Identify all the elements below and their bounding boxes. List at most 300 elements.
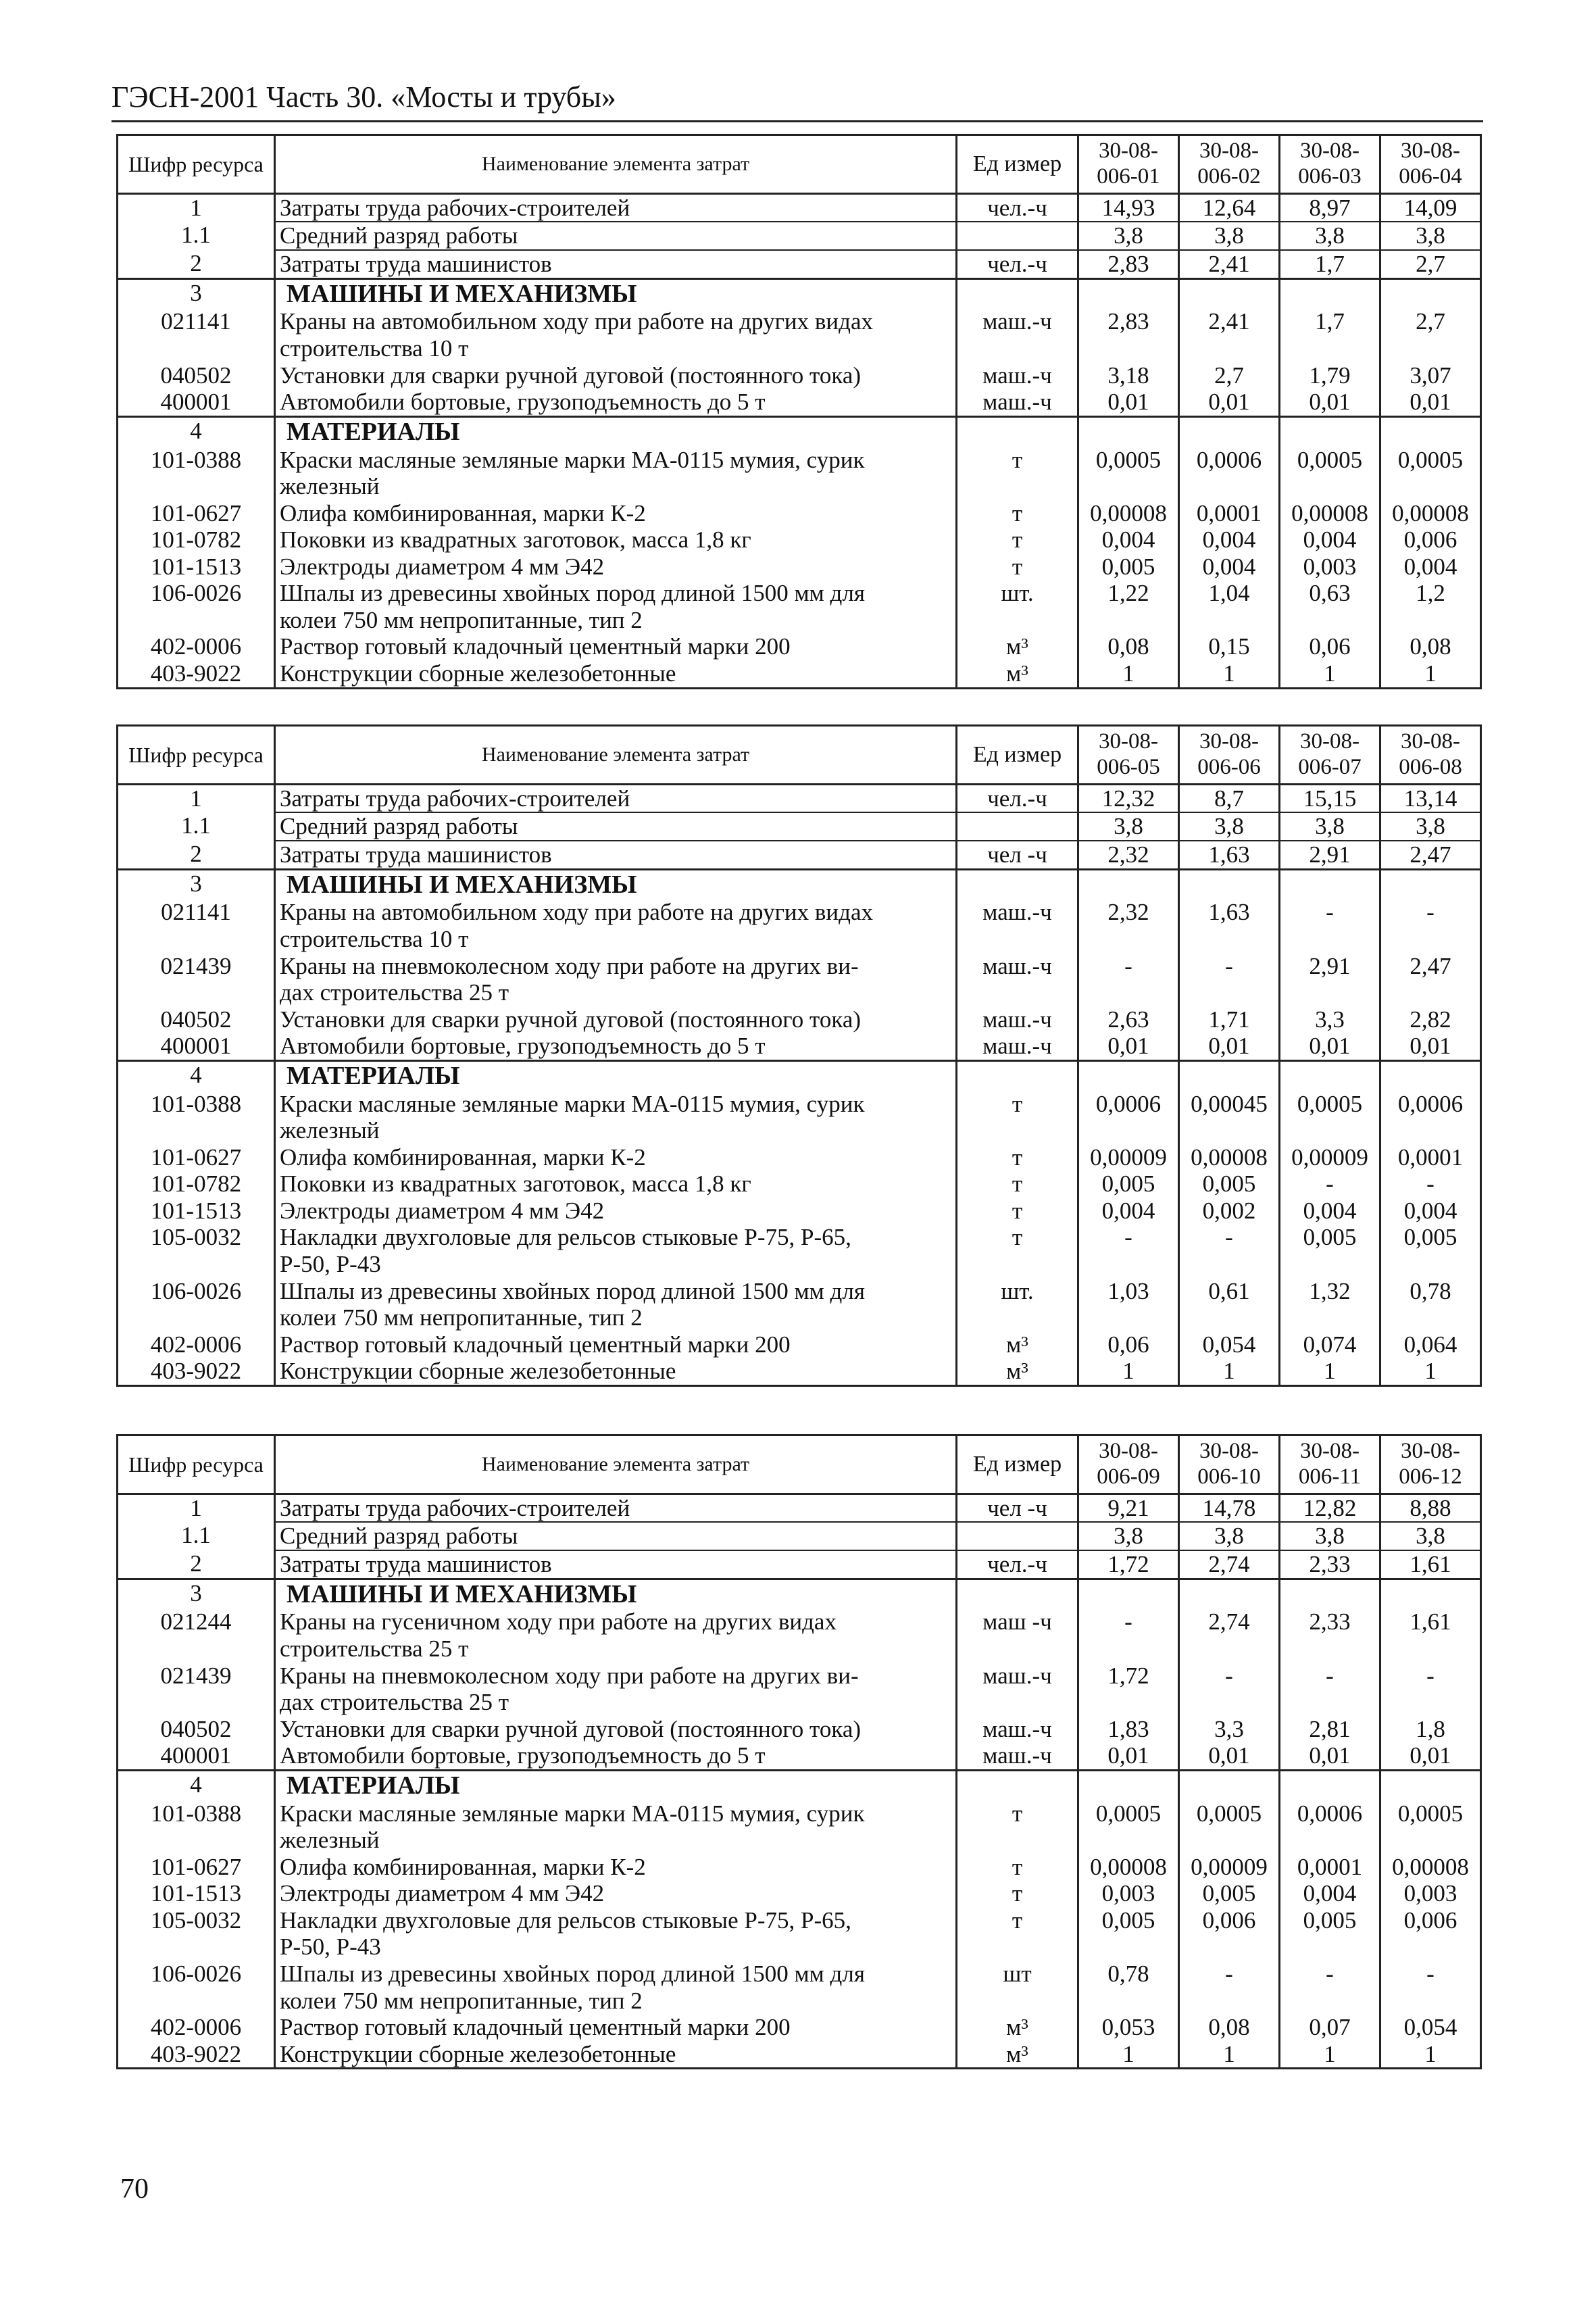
value-cell: 2,63 [1078, 1006, 1179, 1033]
resource-name-line: Раствор готовый кладочный цементный марки 200 [280, 2014, 791, 2041]
table-row [118, 1663, 1481, 1716]
table-row [118, 1278, 1481, 1331]
value-cell: 3,07 [1380, 362, 1481, 389]
resource-name-line: Раствор готовый кладочный цементный марки 200 [280, 1331, 791, 1358]
value-cell: 0,0001 [1179, 500, 1280, 527]
table-row [118, 580, 1481, 633]
value-cell: 2,83 [1078, 308, 1179, 362]
value-cell [1280, 869, 1380, 899]
column-header-unit: Ед измер [957, 1435, 1078, 1494]
column-header-norm [1280, 1435, 1380, 1494]
column-header-norm-line: 006-09 [1097, 1464, 1160, 1489]
value-cell: 3,8 [1179, 1522, 1280, 1550]
value-cell [1078, 1060, 1179, 1090]
value-cell [1078, 1579, 1179, 1608]
value-cell [1078, 1770, 1179, 1800]
unit-cell: м³ [957, 2041, 1078, 2069]
resource-name [275, 222, 957, 250]
value-cell: 0,004 [1179, 553, 1280, 581]
value-cell: 12,82 [1280, 1494, 1380, 1522]
resource-code: 2 [118, 250, 275, 278]
resource-name-line: Конструкции сборные железобетонные [280, 2040, 676, 2067]
column-header-norm-line: 30-08- [1300, 139, 1360, 163]
value-cell: 0,01 [1078, 1033, 1179, 1060]
value-cell: - [1380, 899, 1481, 952]
column-header-norm-line: 30-08- [1099, 729, 1158, 754]
resource-name [275, 1550, 957, 1579]
resource-code: 403-9022 [118, 2041, 275, 2069]
resource-name [275, 500, 957, 527]
value-cell: 0,63 [1280, 580, 1380, 633]
value-cell: 2,82 [1380, 1006, 1481, 1033]
resource-code: 101-0627 [118, 1854, 275, 1881]
section-row [118, 1770, 1481, 1800]
table-row [118, 812, 1481, 841]
unit-cell: т [957, 526, 1078, 553]
resource-code: 1 [118, 784, 275, 812]
value-cell: 3,8 [1078, 812, 1179, 841]
value-cell: 1 [1380, 660, 1481, 688]
value-cell: 3,8 [1280, 222, 1380, 250]
value-cell: - [1179, 953, 1280, 1006]
resource-code: 101-1513 [118, 1198, 275, 1225]
value-cell: 2,7 [1380, 250, 1481, 278]
column-header-norm-line: 006-03 [1298, 164, 1362, 189]
resource-name [275, 1880, 957, 1907]
value-cell: 0,01 [1179, 1742, 1280, 1770]
column-header-norm-line: 006-10 [1197, 1464, 1261, 1489]
resource-name-line: Краны на автомобильном ходу при работе на других видах [280, 308, 874, 335]
value-cell: 0,0006 [1280, 1800, 1380, 1854]
resource-name-line: Краны на пневмоколесном ходу при работе на других ви- [280, 952, 859, 979]
column-header-name: Наименование элемента затрат [275, 135, 957, 194]
value-cell: 0,08 [1078, 633, 1179, 660]
resource-code: 040502 [118, 1006, 275, 1033]
value-cell: 0,005 [1078, 1907, 1179, 1961]
resource-name-line: Поковки из квадратных заготовок, масса 1,8 кг [280, 1171, 751, 1198]
value-cell: 0,78 [1380, 1278, 1481, 1331]
unit-cell: маш.-ч [957, 1742, 1078, 1770]
resource-code: 101-0627 [118, 500, 275, 527]
resource-name-line: Конструкции сборные железобетонные [280, 1358, 676, 1385]
resource-name-line: Накладки двухголовые для рельсов стыковые Р-75, Р-65, [280, 1224, 851, 1251]
value-cell: 1 [1280, 2041, 1380, 2069]
column-header-norm-line: 006-04 [1399, 164, 1462, 189]
unit-cell [957, 869, 1078, 899]
unit-cell: чел.-ч [957, 1550, 1078, 1579]
table-row [118, 2041, 1481, 2069]
value-cell: 0,0001 [1380, 1144, 1481, 1171]
value-cell: 0,053 [1078, 2014, 1179, 2041]
unit-cell: чел.-ч [957, 193, 1078, 222]
resource-name-line: Накладки двухголовые для рельсов стыковые Р-75, Р-65, [280, 1906, 851, 1934]
value-cell: 1 [1280, 660, 1380, 688]
value-cell: - [1179, 1663, 1280, 1716]
resource-name [275, 1770, 957, 1800]
resource-name-line: Раствор готовый кладочный цементный марки 200 [280, 633, 791, 660]
resource-name-line: Установки для сварки ручной дуговой (постоянного тока) [280, 1006, 862, 1033]
resource-code: 101-0388 [118, 447, 275, 500]
value-cell: 0,08 [1380, 633, 1481, 660]
page-header: ГЭСН-2001 Часть 30. «Мосты и трубы» [111, 80, 616, 114]
resource-name-line: Конструкции сборные железобетонные [280, 660, 676, 687]
resource-code: 402-0006 [118, 2014, 275, 2041]
resource-name-line: строительства 10 т [280, 926, 469, 952]
column-header-code: Шифр ресурса [118, 726, 275, 785]
table-row [118, 1494, 1481, 1522]
unit-cell: т [957, 500, 1078, 527]
table-row [118, 526, 1481, 553]
resource-name [275, 447, 957, 500]
resource-name-line: Автомобили бортовые, грузоподъемность до 5 т [280, 1742, 766, 1769]
value-cell: 0,003 [1280, 553, 1380, 581]
resource-name [275, 1608, 957, 1662]
unit-cell: чел -ч [957, 841, 1078, 869]
resource-name-line: колеи 750 мм непропитанные, тип 2 [280, 1987, 643, 2014]
value-cell: 8,88 [1380, 1494, 1481, 1522]
resource-code: 1 [118, 1494, 275, 1522]
value-cell: 3,8 [1280, 812, 1380, 841]
value-cell [1179, 1060, 1280, 1090]
value-cell: - [1179, 1961, 1280, 2014]
resource-name-line: Затраты труда рабочих-строителей [280, 1494, 630, 1521]
column-header-norm-line: 006-05 [1097, 754, 1160, 779]
value-cell: - [1280, 1663, 1380, 1716]
unit-cell: м³ [957, 660, 1078, 688]
resource-name-line: Олифа комбинированная, марки К-2 [280, 1143, 646, 1171]
header-row [118, 726, 1481, 785]
resource-name-line: железный [280, 1827, 380, 1854]
resource-name [275, 1060, 957, 1090]
value-cell: - [1380, 1171, 1481, 1198]
resource-name [275, 1331, 957, 1358]
value-cell: 3,8 [1380, 812, 1481, 841]
resource-code: 402-0006 [118, 633, 275, 660]
table-row [118, 1800, 1481, 1854]
table-row [118, 389, 1481, 416]
table-row [118, 447, 1481, 500]
table-row [118, 899, 1481, 952]
resource-code: 021439 [118, 953, 275, 1006]
column-header-norm-line: 006-06 [1197, 754, 1261, 779]
table-row [118, 1006, 1481, 1033]
value-cell: - [1380, 1663, 1481, 1716]
unit-cell: т [957, 1144, 1078, 1171]
unit-cell: т [957, 1091, 1078, 1144]
value-cell: 3,8 [1179, 812, 1280, 841]
resource-name [275, 1522, 957, 1550]
value-cell: 1,61 [1380, 1608, 1481, 1662]
unit-cell: маш.-ч [957, 362, 1078, 389]
unit-cell: чел -ч [957, 1494, 1078, 1522]
value-cell: - [1078, 1608, 1179, 1662]
value-cell: - [1078, 953, 1179, 1006]
value-cell: 3,8 [1078, 1522, 1179, 1550]
resource-code: 021141 [118, 308, 275, 362]
column-header-code: Шифр ресурса [118, 135, 275, 194]
value-cell: 0,0005 [1380, 447, 1481, 500]
value-cell: 0,006 [1380, 526, 1481, 553]
column-header-norm [1179, 135, 1280, 194]
resource-code: 106-0026 [118, 580, 275, 633]
unit-cell: чел.-ч [957, 784, 1078, 812]
resource-code: 1 [118, 193, 275, 222]
section-row [118, 1579, 1481, 1608]
unit-cell: маш.-ч [957, 1663, 1078, 1716]
value-cell: 0,005 [1380, 1224, 1481, 1277]
resource-name-line: железный [280, 473, 380, 500]
resource-code: 3 [118, 278, 275, 308]
unit-cell: маш.-ч [957, 1033, 1078, 1060]
value-cell: 2,32 [1078, 841, 1179, 869]
value-cell: 1,03 [1078, 1278, 1179, 1331]
resource-name [275, 841, 957, 869]
value-cell: 0,002 [1179, 1198, 1280, 1225]
column-header-code: Шифр ресурса [118, 1435, 275, 1494]
resource-name-line: Поковки из квадратных заготовок, масса 1,8 кг [280, 526, 751, 553]
value-cell [1179, 1770, 1280, 1800]
resource-name [275, 1579, 957, 1608]
resource-name [275, 1198, 957, 1225]
value-cell: 0,0006 [1380, 1091, 1481, 1144]
unit-cell: маш.-ч [957, 899, 1078, 952]
resource-name [275, 308, 957, 362]
value-cell: 0,08 [1179, 2014, 1280, 2041]
resource-name [275, 1494, 957, 1522]
value-cell: 0,01 [1179, 389, 1280, 416]
value-cell [1078, 278, 1179, 308]
value-cell: - [1280, 1171, 1380, 1198]
resource-name [275, 660, 957, 688]
value-cell [1380, 869, 1481, 899]
resource-name [275, 1006, 957, 1033]
value-cell: 0,054 [1179, 1331, 1280, 1358]
column-header-norm-line: 30-08- [1401, 1439, 1460, 1463]
value-cell: 0,01 [1179, 1033, 1280, 1060]
unit-cell: м³ [957, 2014, 1078, 2041]
value-cell: 0,005 [1179, 1171, 1280, 1198]
value-cell: - [1179, 1224, 1280, 1277]
value-cell: 0,004 [1280, 1198, 1380, 1225]
table-header [118, 135, 1481, 194]
value-cell: 2,33 [1280, 1608, 1380, 1662]
value-cell: 0,005 [1179, 1880, 1280, 1907]
unit-cell: м³ [957, 633, 1078, 660]
resource-name-line: Краски масляные земляные марки МА-0115 мумия, сурик [280, 1090, 865, 1117]
column-header-name: Наименование элемента затрат [275, 1435, 957, 1494]
value-cell: 1,79 [1280, 362, 1380, 389]
value-cell: 2,33 [1280, 1550, 1380, 1579]
value-cell: 3,3 [1280, 1006, 1380, 1033]
table-row [118, 784, 1481, 812]
value-cell [1078, 416, 1179, 446]
resource-name [275, 416, 957, 446]
value-cell: 2,41 [1179, 308, 1280, 362]
value-cell: 0,003 [1380, 1880, 1481, 1907]
table-row [118, 1880, 1481, 1907]
resource-code: 106-0026 [118, 1961, 275, 2014]
unit-cell [957, 1060, 1078, 1090]
column-header-norm-line: 006-02 [1197, 164, 1261, 189]
value-cell: 0,004 [1179, 526, 1280, 553]
resource-name-line: Краны на пневмоколесном ходу при работе на других ви- [280, 1662, 859, 1689]
resource-name [275, 1800, 957, 1854]
resource-name [275, 1144, 957, 1171]
value-cell: 2,47 [1380, 953, 1481, 1006]
value-cell: 2,7 [1380, 308, 1481, 362]
value-cell: 0,006 [1380, 1907, 1481, 1961]
column-header-norm-line: 30-08- [1199, 729, 1259, 754]
unit-cell: т [957, 1224, 1078, 1277]
resource-name-line: железный [280, 1117, 380, 1144]
value-cell: 0,005 [1280, 1224, 1380, 1277]
resource-name [275, 1961, 957, 2014]
resource-name [275, 812, 957, 841]
table-row [118, 1907, 1481, 1961]
resource-code: 101-1513 [118, 553, 275, 581]
column-header-norm [1179, 1435, 1280, 1494]
value-cell: 2,91 [1280, 953, 1380, 1006]
value-cell: 0,01 [1078, 389, 1179, 416]
resource-name [275, 1358, 957, 1385]
resource-name [275, 869, 957, 899]
table-row [118, 1716, 1481, 1743]
table-row [118, 362, 1481, 389]
value-cell: 3,8 [1380, 222, 1481, 250]
resource-code: 1.1 [118, 222, 275, 250]
unit-cell: т [957, 1171, 1078, 1198]
resource-name-line: Олифа комбинированная, марки К-2 [280, 499, 646, 526]
unit-cell: т [957, 1880, 1078, 1907]
resource-name [275, 193, 957, 222]
value-cell: 0,00008 [1380, 500, 1481, 527]
value-cell: 0,004 [1078, 1198, 1179, 1225]
column-header-unit: Ед измер [957, 135, 1078, 194]
resource-name-line: дах строительства 25 т [280, 979, 509, 1006]
resource-name-line: Затраты труда рабочих-строителей [280, 785, 630, 812]
value-cell: 0,064 [1380, 1331, 1481, 1358]
table-row [118, 553, 1481, 581]
value-cell: 0,00008 [1078, 500, 1179, 527]
column-header-norm-line: 006-07 [1298, 754, 1362, 779]
value-cell: 1,63 [1179, 899, 1280, 952]
resource-name-line: Олифа комбинированная, марки К-2 [280, 1853, 646, 1880]
resource-name-line: Затраты труда машинистов [280, 841, 552, 868]
value-cell: 0,06 [1280, 633, 1380, 660]
value-cell: 14,78 [1179, 1494, 1280, 1522]
resource-code: 040502 [118, 362, 275, 389]
value-cell [1380, 1060, 1481, 1090]
value-cell: 2,47 [1380, 841, 1481, 869]
table-row [118, 1198, 1481, 1225]
resource-code: 403-9022 [118, 1358, 275, 1385]
value-cell: - [1280, 899, 1380, 952]
value-cell: 0,01 [1380, 389, 1481, 416]
value-cell: 0,003 [1078, 1880, 1179, 1907]
column-header-norm-line: 006-01 [1097, 164, 1160, 189]
resource-name-line: Средний разряд работы [280, 222, 518, 249]
value-cell [1078, 869, 1179, 899]
value-cell [1280, 278, 1380, 308]
value-cell: 0,0005 [1280, 447, 1380, 500]
value-cell [1380, 278, 1481, 308]
resource-name [275, 1091, 957, 1144]
value-cell: 14,93 [1078, 193, 1179, 222]
value-cell: 0,0001 [1280, 1854, 1380, 1881]
resource-name [275, 784, 957, 812]
value-cell: 3,8 [1179, 222, 1280, 250]
resource-code: 105-0032 [118, 1224, 275, 1277]
value-cell: 2,32 [1078, 899, 1179, 952]
resource-name [275, 580, 957, 633]
column-header-unit: Ед измер [957, 726, 1078, 785]
value-cell: 0,0005 [1078, 1800, 1179, 1854]
column-header-norm-line: 006-11 [1298, 1464, 1362, 1489]
column-header-name: Наименование элемента затрат [275, 726, 957, 785]
resource-code: 106-0026 [118, 1278, 275, 1331]
value-cell: 0,0005 [1380, 1800, 1481, 1854]
resource-name [275, 633, 957, 660]
column-header-norm [1078, 726, 1179, 785]
value-cell: 0,00008 [1078, 1854, 1179, 1881]
resource-code: 2 [118, 841, 275, 869]
resource-name-line: Краны на автомобильном ходу при работе на других видах [280, 899, 874, 926]
table-row [118, 660, 1481, 688]
resource-name-line: Шпалы из древесины хвойных пород длиной 1500 мм для [280, 1960, 865, 1987]
value-cell: 3,8 [1078, 222, 1179, 250]
resource-name-line: МАШИНЫ И МЕХАНИЗМЫ [286, 1579, 637, 1608]
resource-name [275, 2014, 957, 2041]
header-row [118, 1435, 1481, 1494]
resource-name-line: Краски масляные земляные марки МА-0115 мумия, сурик [280, 1800, 865, 1827]
resource-name-line: МАШИНЫ И МЕХАНИЗМЫ [286, 279, 637, 308]
table-row [118, 308, 1481, 362]
column-header-norm [1078, 1435, 1179, 1494]
resource-code: 2 [118, 1550, 275, 1579]
resource-name-line: Автомобили бортовые, грузоподъемность до 5 т [280, 389, 766, 416]
unit-cell [957, 278, 1078, 308]
value-cell [1280, 1060, 1380, 1090]
value-cell: 8,7 [1179, 784, 1280, 812]
unit-cell: шт. [957, 580, 1078, 633]
value-cell: 1 [1179, 1358, 1280, 1385]
value-cell: 0,01 [1078, 1742, 1179, 1770]
value-cell: 0,00045 [1179, 1091, 1280, 1144]
value-cell: 0,005 [1280, 1907, 1380, 1961]
unit-cell: шт. [957, 1278, 1078, 1331]
unit-cell: маш.-ч [957, 1006, 1078, 1033]
value-cell: 0,01 [1280, 389, 1380, 416]
value-cell: 0,0005 [1280, 1091, 1380, 1144]
table-row [118, 500, 1481, 527]
resource-name-line: Р-50, Р-43 [280, 1250, 381, 1277]
resource-name [275, 526, 957, 553]
resource-name [275, 1716, 957, 1743]
value-cell: 1 [1380, 1358, 1481, 1385]
value-cell: 0,004 [1380, 553, 1481, 581]
resource-code: 101-0782 [118, 1171, 275, 1198]
estimate-table-1 [116, 134, 1482, 689]
resource-code: 400001 [118, 1742, 275, 1770]
resource-name [275, 1224, 957, 1277]
section-row [118, 1060, 1481, 1090]
header-rule [111, 120, 1483, 122]
resource-code: 4 [118, 1770, 275, 1800]
column-header-norm [1078, 135, 1179, 194]
resource-code: 101-0782 [118, 526, 275, 553]
resource-name [275, 1907, 957, 1961]
unit-cell [957, 416, 1078, 446]
